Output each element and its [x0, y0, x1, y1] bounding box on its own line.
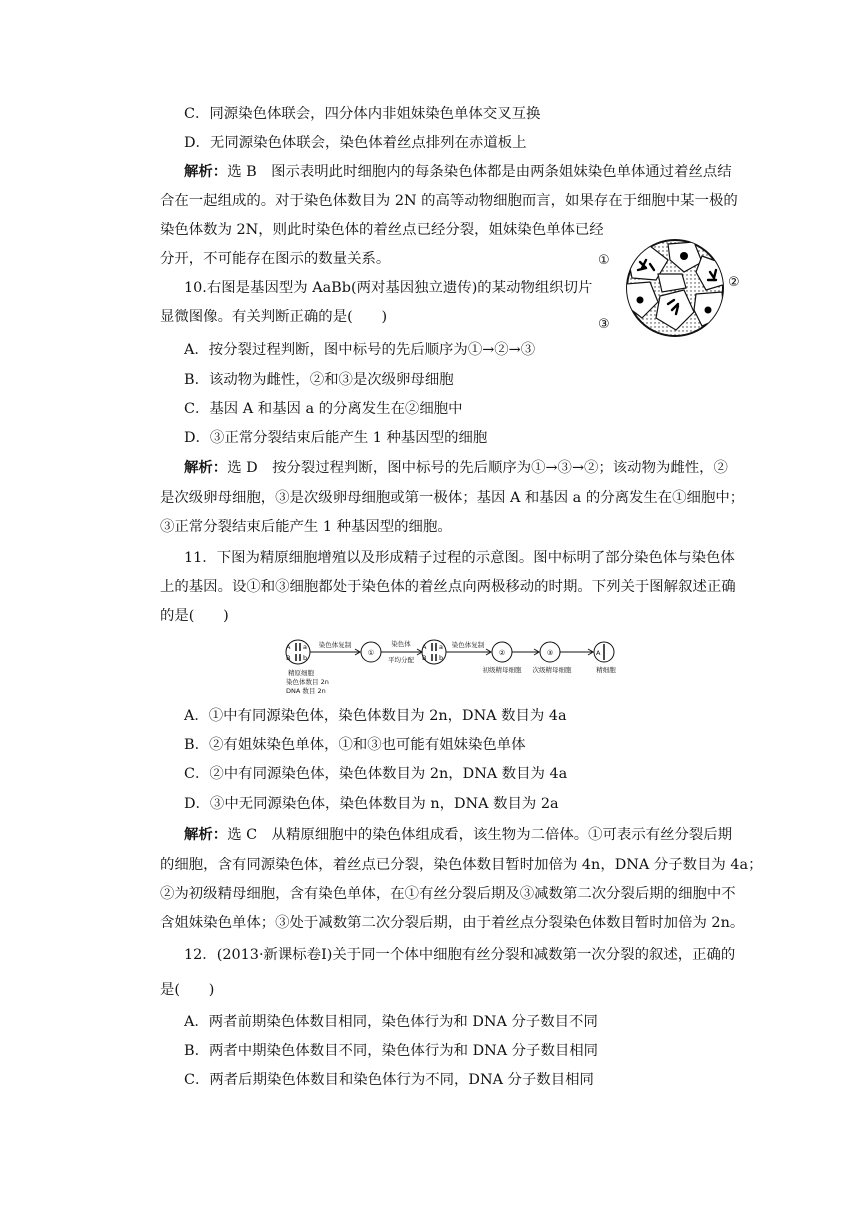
- analysis-label: 解析：: [184, 826, 228, 843]
- spermatogenesis-diagram: [284, 634, 646, 696]
- analysis-text: 含姐妹染色单体；③处于减数第二次分裂后期，由于着丝点分裂染色体数目暂时加倍为 2n。: [160, 915, 745, 931]
- micrograph-figure: [598, 238, 746, 338]
- q12-stem-line-1: 12．(2013·新课标卷Ⅰ)关于同一个体中细胞有丝分裂和减数第一次分裂的叙述，正确的: [184, 947, 736, 963]
- q10-option-a: A．按分裂过程判断，图中标号的先后顺序为①→②→③: [184, 342, 536, 358]
- analysis-text: 是次级卵母细胞，③是次级卵母细胞或第一极体；基因 A 和基因 a 的分离发生在①细胞中；: [160, 490, 745, 506]
- q9-analysis-line-1: [0, 162, 860, 182]
- gene-A-label: A: [286, 643, 291, 651]
- q11-analysis-line-1: [0, 825, 860, 845]
- gene-B-label: B: [286, 654, 291, 662]
- q10-option-b: B．该动物为雌性，②和③是次级卵母细胞: [184, 372, 454, 388]
- q9-analysis-line-3: 染色体数为 2N，则此时染色体的着丝点已经分裂，姐妹染色单体已经: [160, 222, 604, 238]
- q12-option-c: C．两者后期染色体数目和染色体行为不同，DNA 分子数目相同: [184, 1072, 594, 1088]
- cell-2-number: ②: [498, 649, 506, 657]
- stem-text: 上的基因。设①和③细胞都处于染色体的着丝点向两极移动的时期。下列关于图解叙述正确: [160, 579, 736, 595]
- q12-stem-line-2: 是( ): [160, 982, 215, 998]
- gene-B-label-2: B: [422, 654, 427, 662]
- chromosome-count-label: 染色体数目 2n: [286, 678, 329, 686]
- sperm-label: 精细胞: [596, 666, 616, 674]
- q11-analysis-line-4: [0, 913, 860, 933]
- q9-analysis-line-2: [0, 191, 860, 211]
- q9-analysis-line-4: 分开，不可能存在图示的数量关系。: [160, 251, 391, 267]
- gene-a-label-2: a: [439, 643, 443, 651]
- analysis-label: 解析：: [184, 163, 228, 180]
- figure-label-3: ③: [598, 317, 610, 332]
- q11-stem-line-2: [0, 577, 860, 597]
- q9-option-d: D．无同源染色体联会，染色体着丝点排列在赤道板上: [184, 135, 527, 151]
- q10-stem-line-1: 10.右图是基因型为 AaBb(两对基因独立遗传)的某动物组织切片: [184, 280, 593, 296]
- analysis-text: 的细胞，含有同源染色体，着丝点已分裂，染色体数目暂时加倍为 4n，DNA 分子数目为 4a；: [160, 857, 763, 873]
- secondary-spermatocyte-label: 次级精母细胞: [532, 666, 572, 674]
- gene-b-label-2: b: [439, 654, 444, 662]
- q11-analysis-line-3: [0, 884, 860, 904]
- q10-option-d: D．③正常分裂结束后能产生 1 种基因型的细胞: [184, 430, 488, 446]
- step-2-label-line-1: 染色体: [391, 640, 411, 648]
- q10-option-c: C．基因 A 和基因 a 的分离发生在②细胞中: [184, 401, 463, 417]
- q11-analysis-line-2: [0, 855, 860, 875]
- step-1-label: 染色体复制: [318, 641, 352, 649]
- q10-analysis-line-2: [0, 488, 860, 508]
- analysis-text: 选 B 图示表明此时细胞内的每条染色体都是由两条姐妹染色单体通过着丝点结: [227, 164, 732, 180]
- figure-label-2: ②: [728, 275, 740, 290]
- figure-label-1: ①: [598, 253, 610, 268]
- q11-option-d: D．③中无同源染色体，染色体数目为 n，DNA 数目为 2a: [184, 796, 559, 812]
- analysis-text: ②为初级精母细胞，含有染色单体，在①有丝分裂后期及③减数第二次分裂后期的细胞中不: [160, 886, 736, 902]
- q12-option-b: B．两者中期染色体数目不同，染色体行为和 DNA 分子数目相同: [184, 1043, 599, 1059]
- analysis-label: 解析：: [184, 459, 228, 476]
- q10-analysis-line-3: ③正常分裂结束后能产生 1 种基因型的细胞。: [160, 519, 452, 535]
- dna-count-label: DNA 数目 2n: [286, 687, 326, 695]
- q9-option-c: C．同源染色体联会，四分体内非姐妹染色单体交叉互换: [184, 106, 541, 122]
- cell-3-number: ③: [546, 649, 554, 657]
- q11-stem-line-3: 的是( ): [160, 608, 229, 624]
- analysis-text: 选 C 从精原细胞中的染色体组成看，该生物为二倍体。①可表示有丝分裂后期: [227, 827, 733, 843]
- q11-option-b: B．②有姐妹染色单体，①和③也可能有姐妹染色单体: [184, 737, 526, 753]
- gene-A-label-2: A: [422, 643, 427, 651]
- q12-option-a: A．两者前期染色体数目相同，染色体行为和 DNA 分子数目不同: [184, 1014, 598, 1030]
- sperm-gene-A-label: A: [596, 649, 601, 657]
- q11-option-a: A．①中有同源染色体，染色体数目为 2n，DNA 数目为 4a: [184, 708, 567, 724]
- q10-analysis-line-1: [0, 458, 860, 478]
- gene-b-label: b: [303, 654, 308, 662]
- cell-1-number: ①: [367, 649, 375, 657]
- gene-a-label: a: [303, 643, 307, 651]
- analysis-text: 合在一起组成的。对于染色体数目为 2N 的高等动物细胞而言，如果存在于细胞中某一极的: [160, 193, 738, 209]
- step-3-label: 染色体复制: [451, 641, 485, 649]
- q11-stem-line-1: 11．下图为精原细胞增殖以及形成精子过程的示意图。图中标明了部分染色体与染色体: [184, 550, 735, 566]
- q11-option-c: C．②中有同源染色体，染色体数目为 2n，DNA 数目为 4a: [184, 766, 568, 782]
- analysis-text: 选 D 按分裂过程判断，图中标号的先后顺序为①→③→②；该动物为雌性，②: [227, 460, 728, 476]
- spermatogonium-label: 精原细胞: [288, 669, 314, 677]
- q10-stem-line-2: 显微图像。有关判断正确的是( ): [160, 309, 388, 325]
- primary-spermatocyte-label: 初级精母细胞: [482, 666, 522, 674]
- step-2-label-line-2: 平均分配: [388, 656, 414, 664]
